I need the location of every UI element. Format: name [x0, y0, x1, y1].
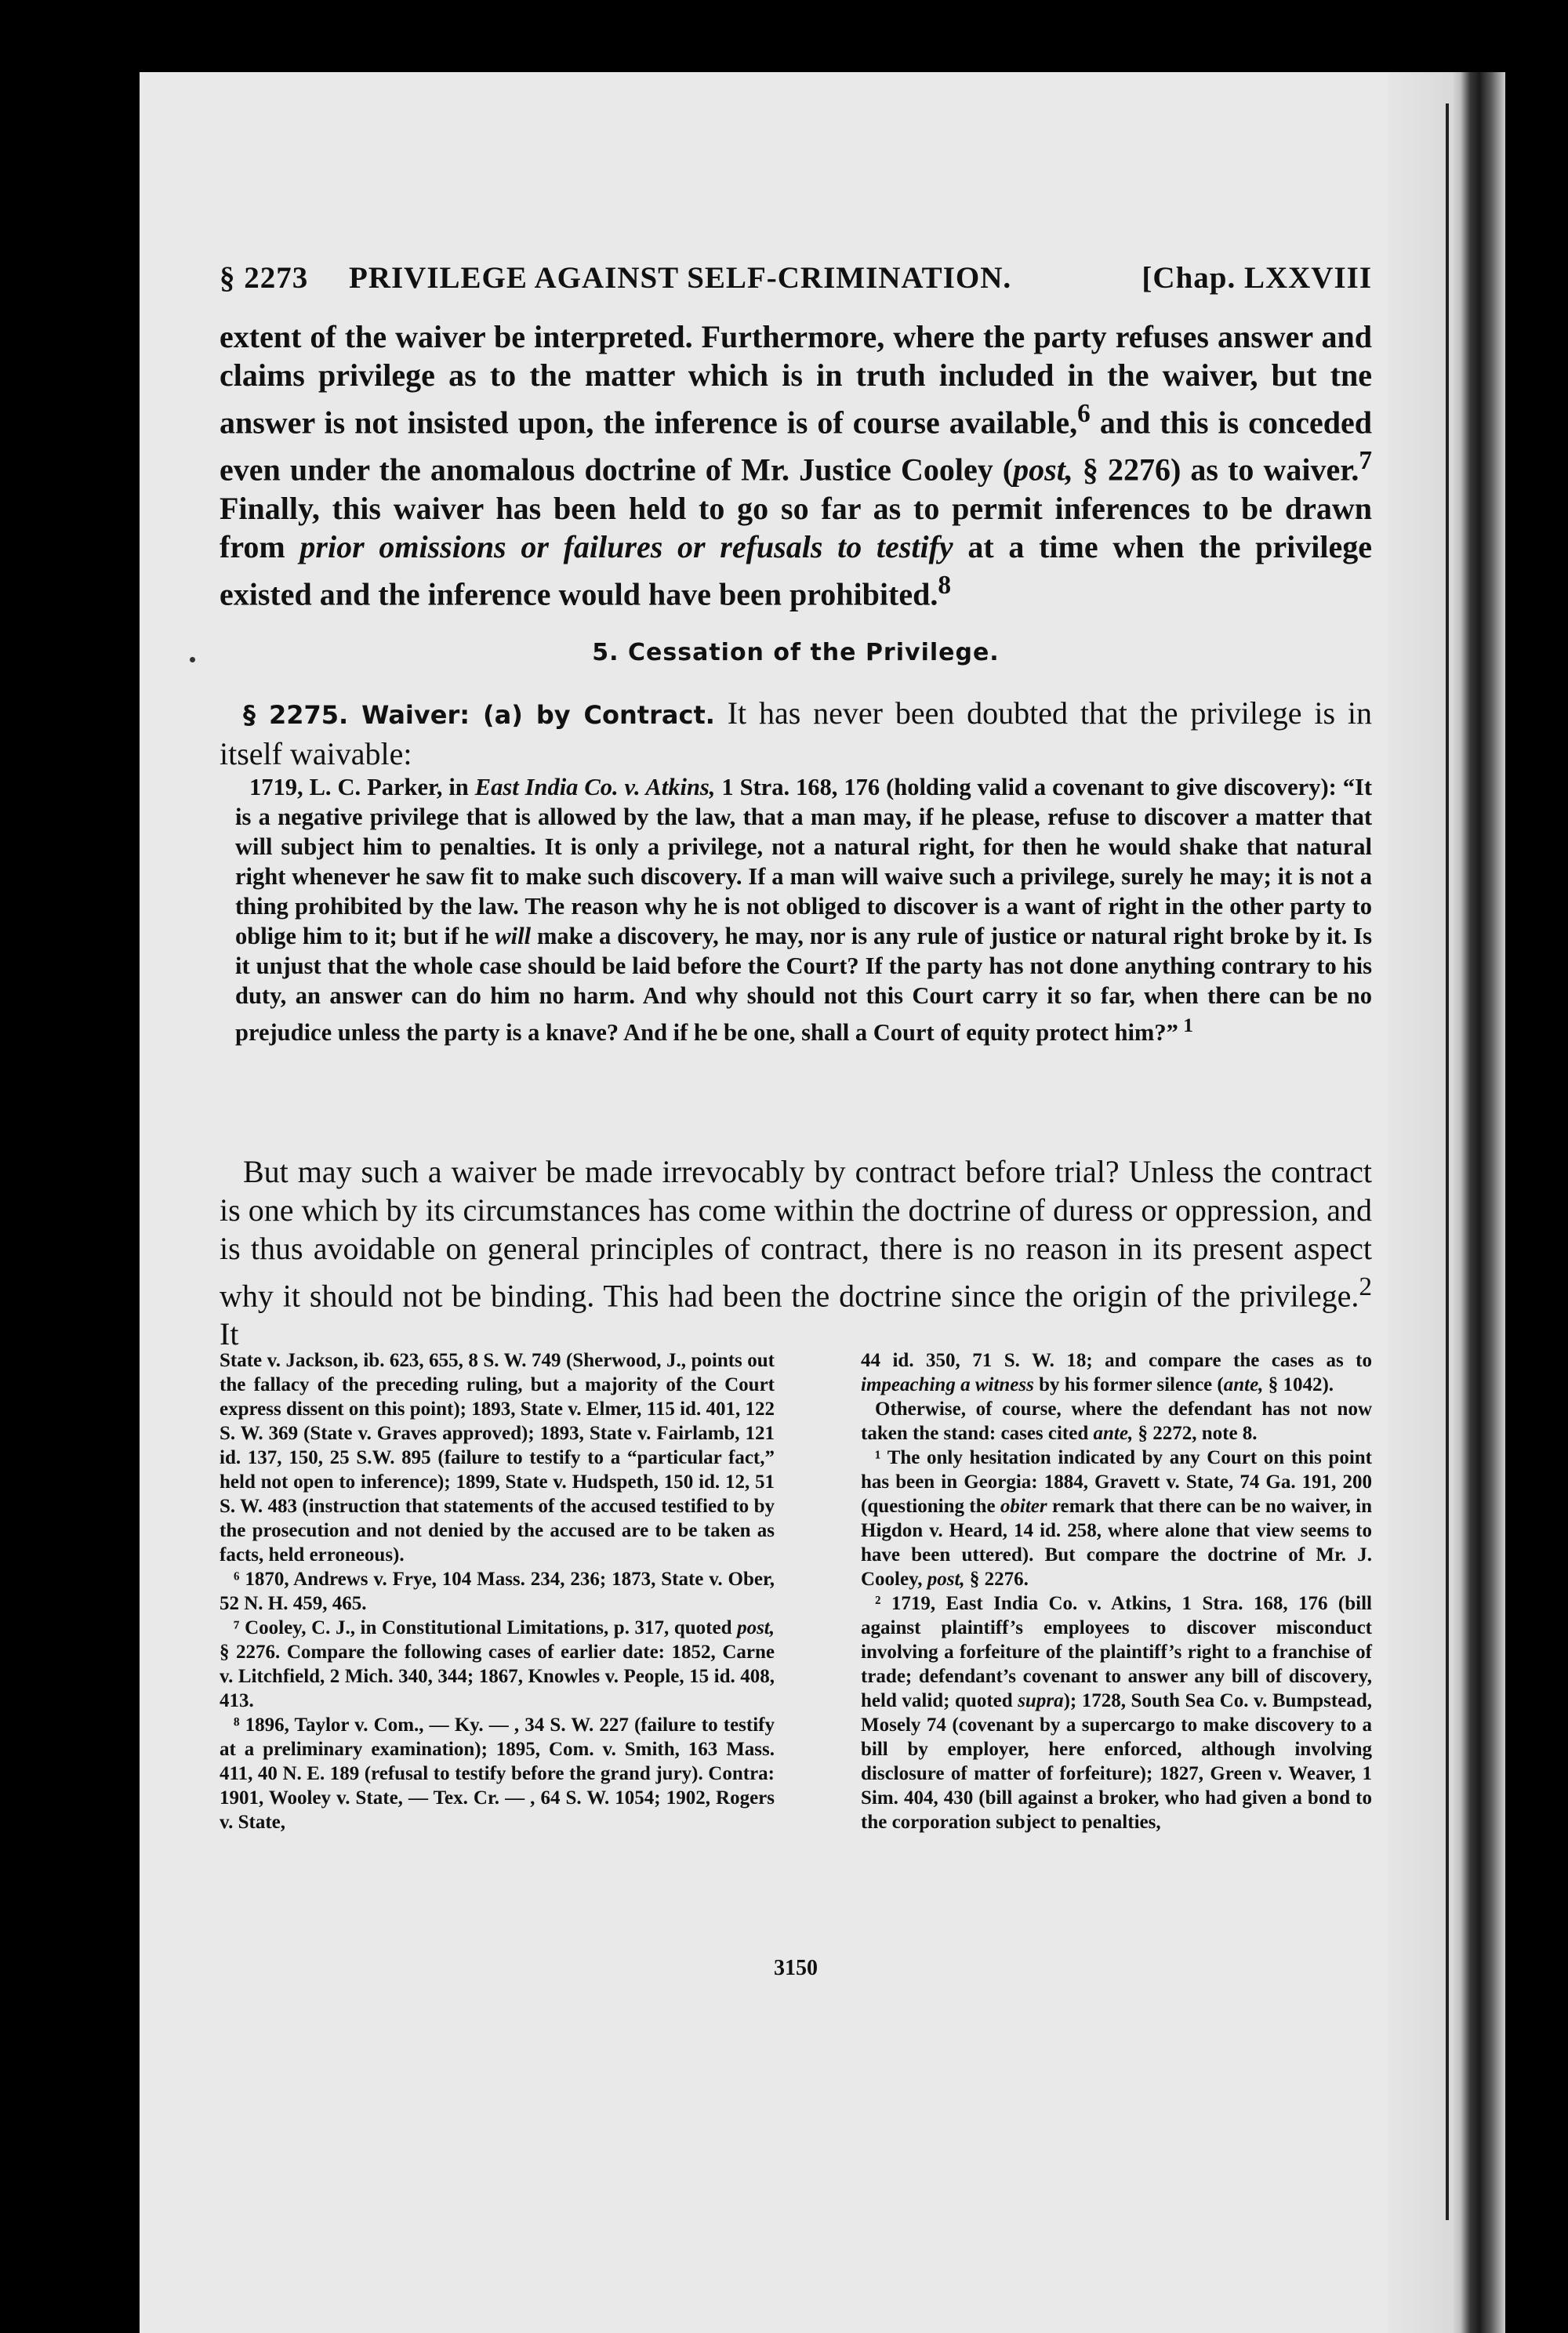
gutter-shadow-line — [1446, 103, 1449, 2220]
footnotes-left-column — [220, 1348, 775, 1834]
footnote-8: ⁸ 1896, Taylor v. Com., — Ky. — , 34 S. W. 227 (failure to testify at a preliminary examination); 1895, Com. v. Smith, 163 Mass. 411, 40 N. E. 189 (refusal to testify before the grand jury). Contra: 1901, Wooley v. State, — Tex. Cr. — , 64 S. W. 1054; 1902, Rogers v. State, — [220, 1714, 775, 1833]
main-paragraph: But may such a waiver be made irrevocably by contract before trial? Unless the contract is one which by its circumstances has come within the doctrine of duress or oppression, and is thus avoidable on general principles of contract, there is no reason in its present aspect why it should not be binding. This had been the doctrine since the origin of the privilege.$^2$ It — [220, 1154, 1372, 1352]
section-2275-paragraph: § 2275. Waiver: (a) by Contract. It has never been doubted that the privilege is in itself waivable: — [220, 695, 1373, 771]
header-title: PRIVILEGE AGAINST SELF-CRIMINATION. — [349, 261, 1012, 295]
subheading: 5. Cessation of the Privilege. — [592, 639, 1000, 666]
footnote-continuation-right: 44 id. 350, 71 S. W. 18; and compare the cases as to impeaching a witness by his former silence (ante, § 1042). — [861, 1350, 1372, 1395]
section-label: § 2275. Waiver: (a) by Contract. — [243, 700, 715, 730]
footnote-otherwise: Otherwise, of course, where the defendant has not now taken the stand: cases cited ante, § 2272, note 8. — [861, 1399, 1372, 1444]
speck — [190, 657, 195, 662]
footnote-1: ¹ The only hesitation indicated by any Court on this point has been in Georgia: 1884, Gravett v. State, 74 Ga. 191, 200 (questioning the obiter remark that there can be no waiver, in Higdon v. Heard, 14 id. 258, where alone that view seems to have been uttered). But compare the doctrine of Mr. J. Cooley, post, § 2276. — [861, 1447, 1372, 1590]
running-header — [220, 260, 1372, 307]
footnote-7: ⁷ Cooley, C. J., in Constitutional Limitations, p. 317, quoted post, § 2276. Compare the following cases of earlier date: 1852, Carne v. Litchfield, 2 Mich. 340, 344; 1867, Knowles v. People, 15 id. 408, 413. — [220, 1617, 775, 1711]
opening-paragraph: extent of the waiver be interpreted. Furthermore, where the party refuses answer and claims privilege as to the matter which is in truth included in the waiver, but tne answer is not insisted upon, the inference is of course available,$^6$ and this is conceded even under the anomalous doctrine of Mr. Justice Cooley (post, § 2276) as to waiver.$^7$ Finally, this waiver has been held to go so far as to permit inferences to be drawn from prior omissions or failures or refusals to testify at a time when the privilege existed and the inference would have been prohibited.$^8$ — [220, 319, 1373, 611]
header-section-number: § 2273 — [220, 261, 309, 295]
footnote-2: ² 1719, East India Co. v. Atkins, 1 Stra. 168, 176 (bill against plaintiff’s employees to discover misconduct involving a forfeiture of the plaintiff’s right to a franchise of trade; defendant’s covenant to answer any bill of discovery, held valid; quoted supra); 1728, South Sea Co. v. Bumpstead, Mosely 74 (covenant by a supercargo to make discovery to a bill by employer, here enforced, although involving disclosure of matter of forfeiture); 1827, Green v. Weaver, 1 Sim. 404, 430 (bill against a broker, who had given a bond to the corporation subject to penalties, — [861, 1593, 1372, 1833]
footnote-continuation: State v. Jackson, ib. 623, 655, 8 S. W. 749 (Sherwood, J., points out the fallacy of the preceding ruling, but a majority of the Court express dissent on this point); 1893, State v. Elmer, 115 id. 401, 122 S. W. 369 (State v. Graves approved); 1893, State v. Fairlamb, 121 id. 137, 150, 25 S.W. 895 (failure to testify to a “particular fact,” held not open to inference); 1899, State v. Hudspeth, 150 id. 12, 51 S. W. 483 (instruction that statements of the accused testified to by the prosecution and not denied by the accused are to be taken as facts, held erroneous). — [220, 1350, 775, 1566]
page-number: 3150 — [774, 1956, 818, 1980]
block-quote: 1719, L. C. Parker, in East India Co. v. Atkins, 1 Stra. 168, 176 (holding valid a covenant to give discovery): “It is a negative privilege that is allowed by the law, that a man may, if he please, refuse to discover a matter that will subject him to penalties. It is only a privilege, not a natural right, for then he would shake that natural right whenever he saw fit to make such discovery. If a man will waive such a privilege, surely he may; it is not a thing prohibited by the law. The reason why he is not obliged to discover is a want of right in the other party to oblige him to it; but if he will make a discovery, he may, nor is any rule of justice or natural right broke by it. Is it unjust that the whole case should be laid before the Court? If the party has not done anything contrary to his duty, an answer can do him no harm. And why should not this Court carry it so far, when there can be no prejudice unless the party is a knave? And if he be one, shall a Court of equity protect him?” $^1$ — [235, 774, 1372, 1047]
footnotes-right-column — [861, 1348, 1372, 1834]
header-chapter: [Chap. LXXVIII — [1142, 261, 1372, 295]
footnote-6: ⁶ 1870, Andrews v. Frye, 104 Mass. 234, 236; 1873, State v. Ober, 52 N. H. 459, 465. — [220, 1569, 775, 1614]
